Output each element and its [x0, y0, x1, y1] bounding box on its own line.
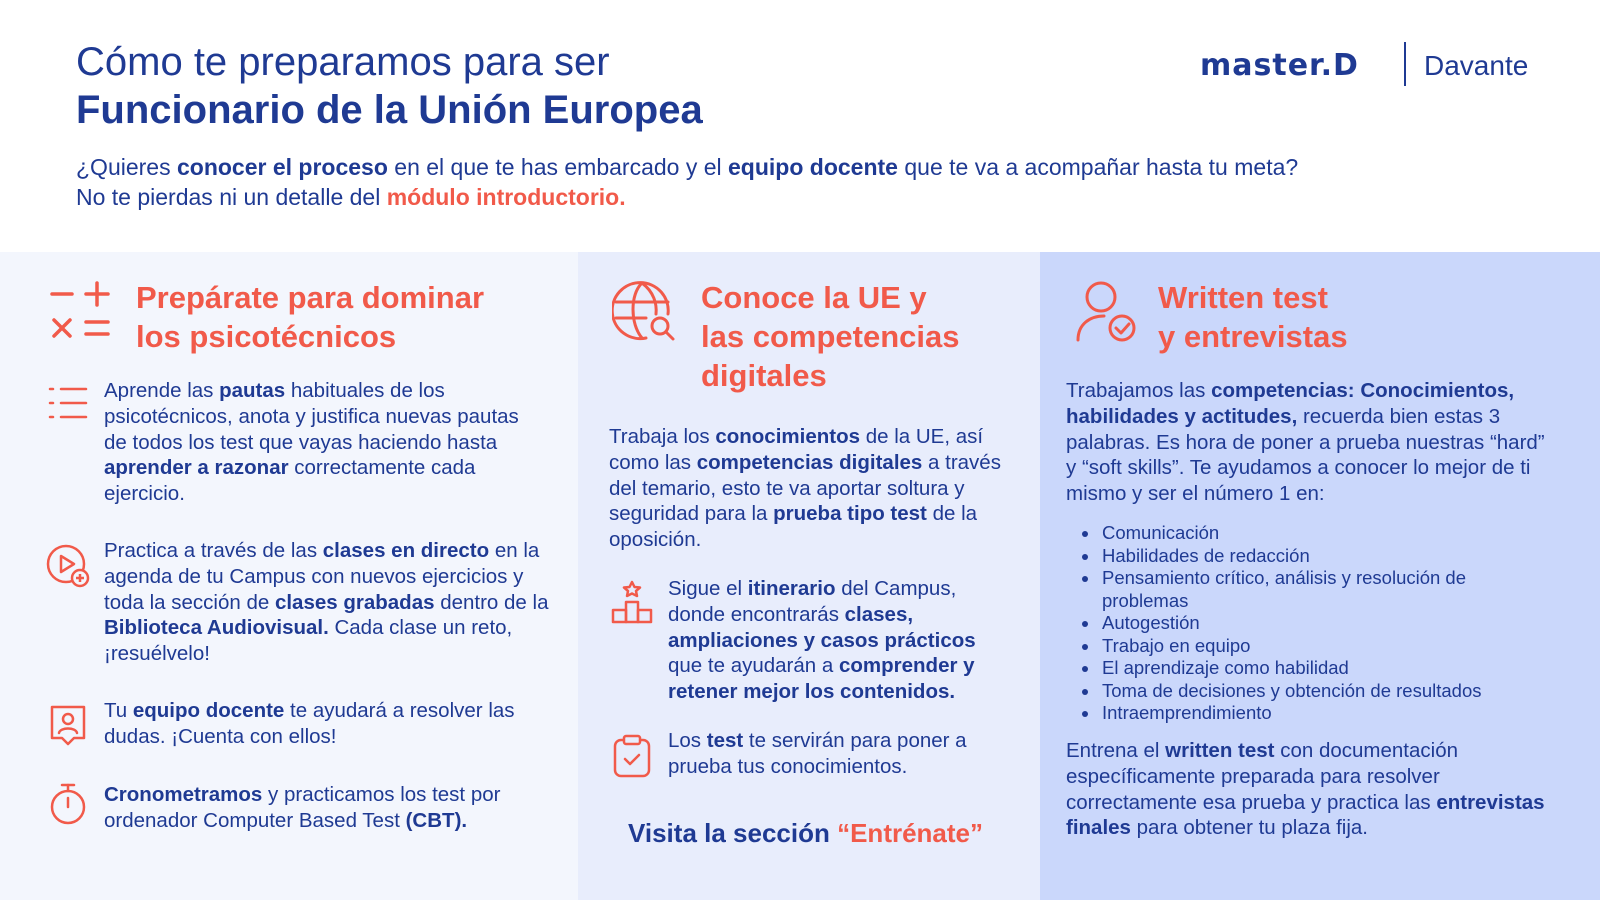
bold-segment: pautas — [219, 379, 286, 402]
bold-segment: comprender y retener mejor los contenidos. — [668, 654, 975, 704]
paragraph-conocimientos — [609, 424, 1009, 553]
text-segment: Sigue el — [668, 577, 748, 600]
list-item: Pensamiento crítico, análisis y resolución de problemas — [1070, 567, 1550, 612]
intro-bold: equipo docente — [728, 154, 898, 180]
text-segment: Trabajamos las — [1066, 379, 1212, 402]
list-item: Toma de decisiones y obtención de resultados — [1070, 680, 1550, 703]
text-segment: que te ayudarán a — [668, 654, 839, 678]
bold-segment: conocimientos — [715, 425, 861, 448]
item-pautas — [104, 378, 544, 507]
column-written-test — [1040, 252, 1600, 900]
bold-segment: competencias: Conocimientos, habilidades y actitudes, — [1066, 379, 1515, 428]
text-segment: te servirán para poner a prueba tus conocimientos. — [668, 729, 967, 778]
list-item: El aprendizaje como habilidad — [1070, 657, 1550, 680]
bold-segment: prueba tipo test — [773, 502, 927, 526]
column-title-line: digitales — [701, 358, 827, 393]
text-segment: dentro de la — [434, 590, 549, 614]
intro-bold: conocer el proceso — [176, 154, 388, 180]
page-title-line-1: Cómo te preparamos para ser — [76, 40, 610, 84]
entrenate-link[interactable]: “Entrénate” — [837, 818, 984, 848]
text-segment: Trabaja los — [609, 425, 716, 448]
text-segment: Aprende las — [104, 379, 220, 402]
list-item: Autogestión — [1070, 612, 1550, 635]
text-segment: con documentación específicamente preparada para resolver correctamente esa prueba y practica las — [1066, 739, 1458, 814]
teacher-icon — [48, 704, 88, 748]
intro-text-segment: No te pierdas ni un detalle del — [76, 184, 387, 210]
logos — [1200, 40, 1540, 90]
text-segment: correctamente cada ejercicio. — [104, 456, 476, 506]
column-title — [1158, 278, 1558, 356]
intro-highlight: módulo introductorio. — [386, 184, 626, 210]
column-conoce-ue — [578, 252, 1040, 900]
math-operators-icon — [48, 280, 112, 344]
text-segment: y practicamos los test por ordenador Computer Based Test — [104, 783, 501, 832]
item-cronometramos — [104, 782, 554, 834]
text-segment: para obtener tu plaza fija. — [1130, 816, 1368, 840]
bold-segment: entrevistas finales — [1066, 790, 1545, 840]
column-title-line: Conoce la UE y — [701, 280, 927, 315]
globe-search-icon — [612, 280, 678, 346]
column-title-line: Written test — [1158, 280, 1328, 315]
text-segment: Cada clase un reto, ¡resuélvelo! — [104, 616, 513, 666]
text-segment: a través del temario, esto te va aportar soltura y seguridad para la — [609, 450, 1001, 526]
visita-text: Visita la sección — [628, 818, 838, 848]
intro-text-segment: que te va a acompañar hasta tu meta? — [897, 154, 1299, 180]
item-itinerario — [668, 576, 1008, 705]
bold-segment: (CBT). — [405, 808, 468, 832]
column-title-line: Prepárate para dominar — [136, 280, 485, 315]
play-add-icon — [46, 544, 92, 590]
text-segment: Practica a través de las — [104, 539, 323, 562]
intro-text-segment: en el que te has embarcado y el — [387, 154, 729, 180]
list-item: Habilidades de redacción — [1070, 545, 1550, 568]
text-segment: recuerda bien estas 3 palabras. Es hora de poner a prueba nuestras “hard” y “soft skills”. Te ayudamos a conocer lo mejor de ti mismo y ser el número 1 en: — [1066, 404, 1545, 506]
text-segment: en la agenda de tu Campus con nuevos ejercicios y toda la sección de — [104, 539, 540, 614]
list-item: Intraemprendimiento — [1070, 702, 1550, 725]
page-title-line-2: Funcionario de la Unión Europea — [76, 88, 703, 132]
column-title-line: las competencias — [701, 319, 960, 354]
skills-list — [1070, 522, 1550, 725]
bold-segment: itinerario — [747, 577, 836, 600]
item-test — [668, 728, 1008, 780]
text-segment: Los — [668, 729, 707, 752]
text-segment: te ayudará a resolver las dudas. ¡Cuenta con ellos! — [104, 699, 515, 748]
logo-divider — [1404, 42, 1406, 86]
list-item: Comunicación — [1070, 522, 1550, 545]
bold-segment: Biblioteca Audiovisual. — [104, 616, 329, 640]
bold-segment: competencias digitales — [696, 450, 923, 474]
header — [0, 0, 1600, 252]
column-title — [701, 278, 1021, 395]
paragraph-written-test — [1066, 738, 1546, 841]
bold-segment: Cronometramos — [104, 783, 263, 806]
column-title — [136, 278, 556, 356]
column-title-line: los psicotécnicos — [136, 319, 397, 354]
column-psicotecnicos — [0, 252, 578, 900]
clipboard-check-icon — [612, 734, 652, 778]
column-title-line: y entrevistas — [1158, 319, 1348, 354]
bold-segment: clases grabadas — [274, 590, 435, 614]
bold-segment: clases en directo — [322, 539, 490, 562]
list-icon — [48, 384, 88, 424]
list-item: Trabajo en equipo — [1070, 635, 1550, 658]
text-segment: de la oposición. — [609, 502, 978, 552]
podium-icon — [610, 580, 654, 624]
bold-segment: written test — [1165, 739, 1275, 762]
text-segment: Tu — [104, 699, 133, 722]
bold-segment: clases, ampliaciones y casos prácticos — [668, 602, 976, 652]
paragraph-competencias — [1066, 378, 1556, 507]
text-segment: del Campus, donde encontrarás — [668, 577, 957, 626]
item-equipo-docente — [104, 698, 544, 750]
bold-segment: test — [706, 729, 744, 752]
text-segment: Entrena el — [1066, 739, 1166, 762]
stopwatch-icon — [48, 782, 88, 826]
bold-segment: equipo docente — [132, 699, 285, 722]
visita-entrenate — [628, 818, 983, 849]
item-clases-directo — [104, 538, 554, 667]
text-segment: de la UE, así como las — [609, 425, 984, 474]
user-check-icon — [1074, 280, 1138, 344]
intro-text — [76, 152, 1516, 212]
text-segment: habituales de los psicotécnicos, anota y justifica nuevas pautas de todos los test que vayas haciendo hasta — [104, 379, 519, 454]
davante-logo: Davante — [1424, 50, 1529, 81]
intro-text-segment: ¿Quieres — [76, 154, 177, 180]
master-d-logo: master.D — [1200, 48, 1359, 83]
bold-segment: aprender a razonar — [104, 456, 289, 480]
